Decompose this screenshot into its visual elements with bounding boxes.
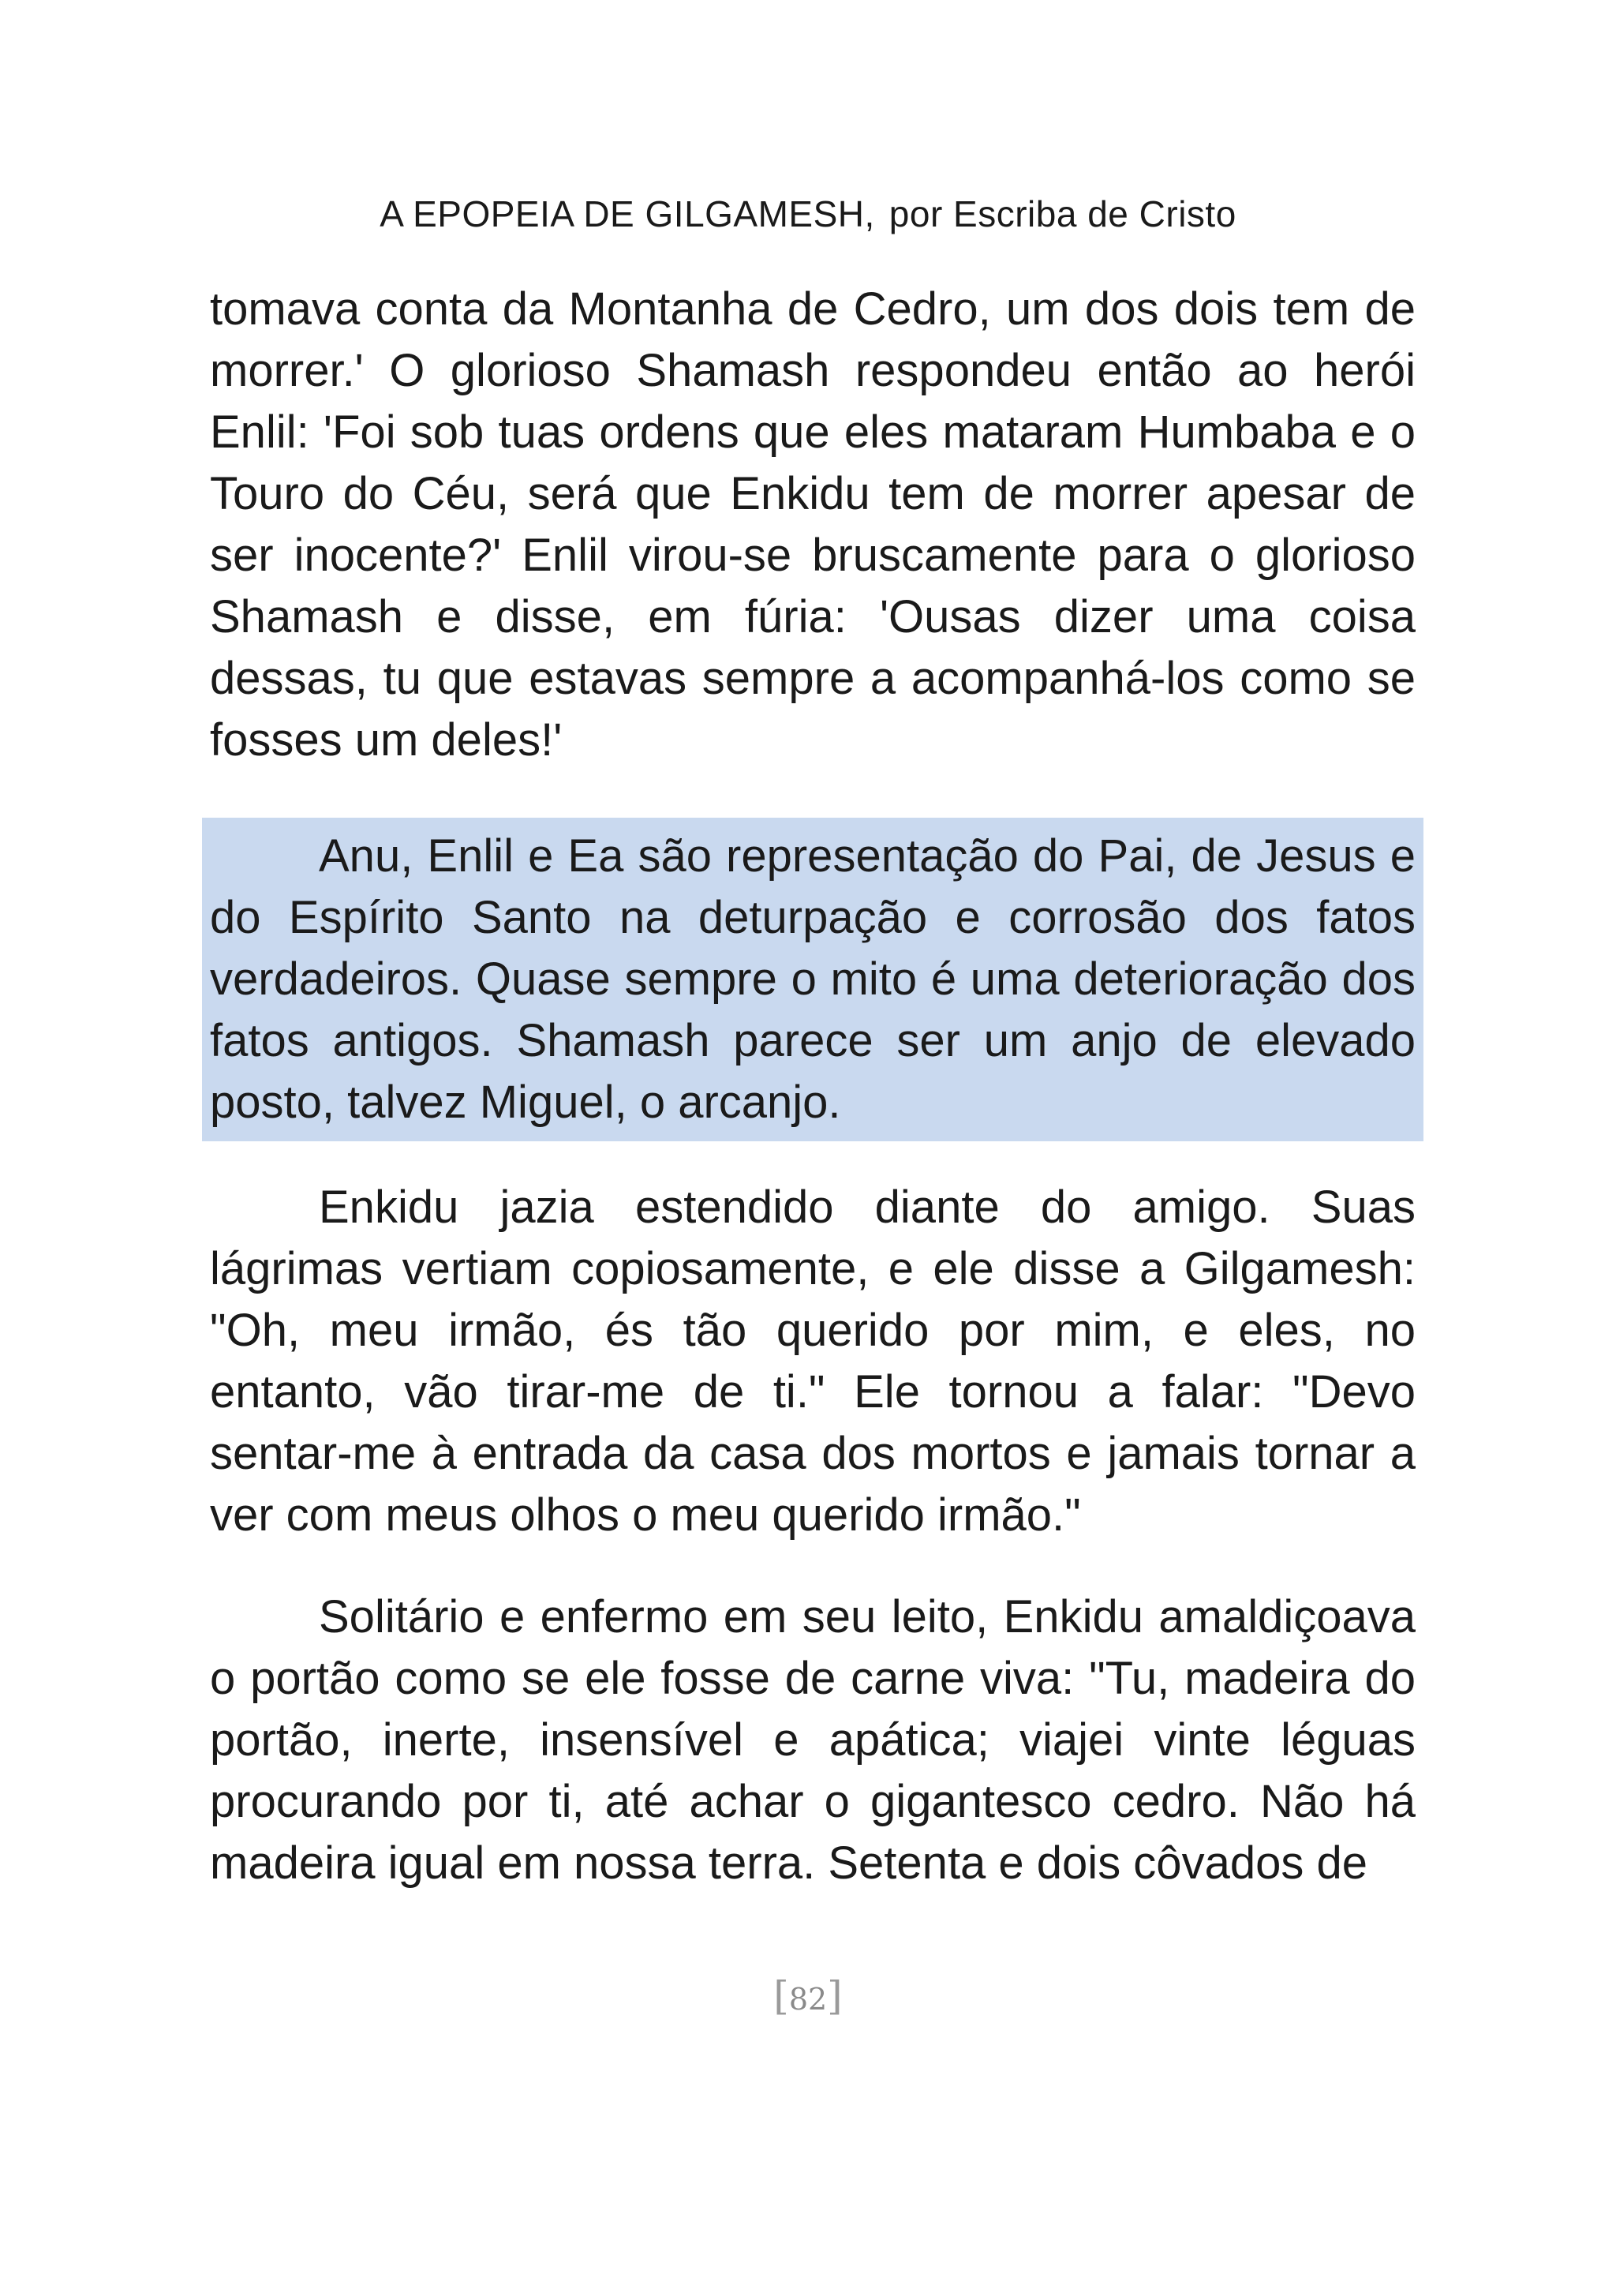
page-number-value: 82 — [788, 1982, 828, 2017]
book-title: A EPOPEIA DE GILGAMESH, — [380, 193, 875, 234]
paragraph-commentary: Anu, Enlil e Ea são representação do Pai, de Jesus e do Espírito Santo na deturpação e corrosão dos fatos verdadeiros. Quase sempre o mito é uma deterioração dos fatos antigos. Shamash parece ser um anjo de elevado posto, talvez Miguel, o arcanjo. — [210, 830, 1416, 1128]
running-header — [0, 191, 1616, 237]
paragraph-enkidu-lament: Enkidu jazia estendido diante do amigo. Suas lágrimas vertiam copiosamente, e ele disse a Gilgamesh: "Oh, meu irmão, és tão querido por mim, e eles, no entanto, vão tirar-me de ti." Ele tornou a falar: "Devo sentar-me à entrada da casa dos mortos e jamais tornar a ver com meus olhos o meu querido irmão." — [210, 1182, 1416, 1541]
page-number — [0, 1973, 1616, 2019]
page-number-close-bracket: ] — [827, 1973, 843, 2019]
page-number-open-bracket: [ — [773, 1973, 789, 2019]
page-body — [210, 279, 1416, 1894]
book-author: por Escriba de Cristo — [888, 193, 1236, 234]
paragraph-continuation: tomava conta da Montanha de Cedro, um dos dois tem de morrer.' O glorioso Shamash respondeu então ao herói Enlil: 'Foi sob tuas ordens que eles mataram Humbaba e o Touro do Céu, será que Enkidu tem de morrer apesar de ser inocente?' Enlil virou-se bruscamente para o glorioso Shamash e disse, em fúria: 'Ousas dizer uma coisa dessas, tu que estavas sempre a acompanhá-los como se fosses um deles!' — [210, 283, 1416, 766]
paragraph-enkidu-curse: Solitário e enfermo em seu leito, Enkidu amaldiçoava o portão como se ele fosse de carne viva: "Tu, madeira do portão, inerte, insensível e apática; viajei vinte léguas procurando por ti, até achar o gigantesco cedro. Não há madeira igual em nossa terra. Setenta e dois côvados de — [210, 1591, 1416, 1889]
highlighted-commentary — [202, 818, 1423, 1141]
